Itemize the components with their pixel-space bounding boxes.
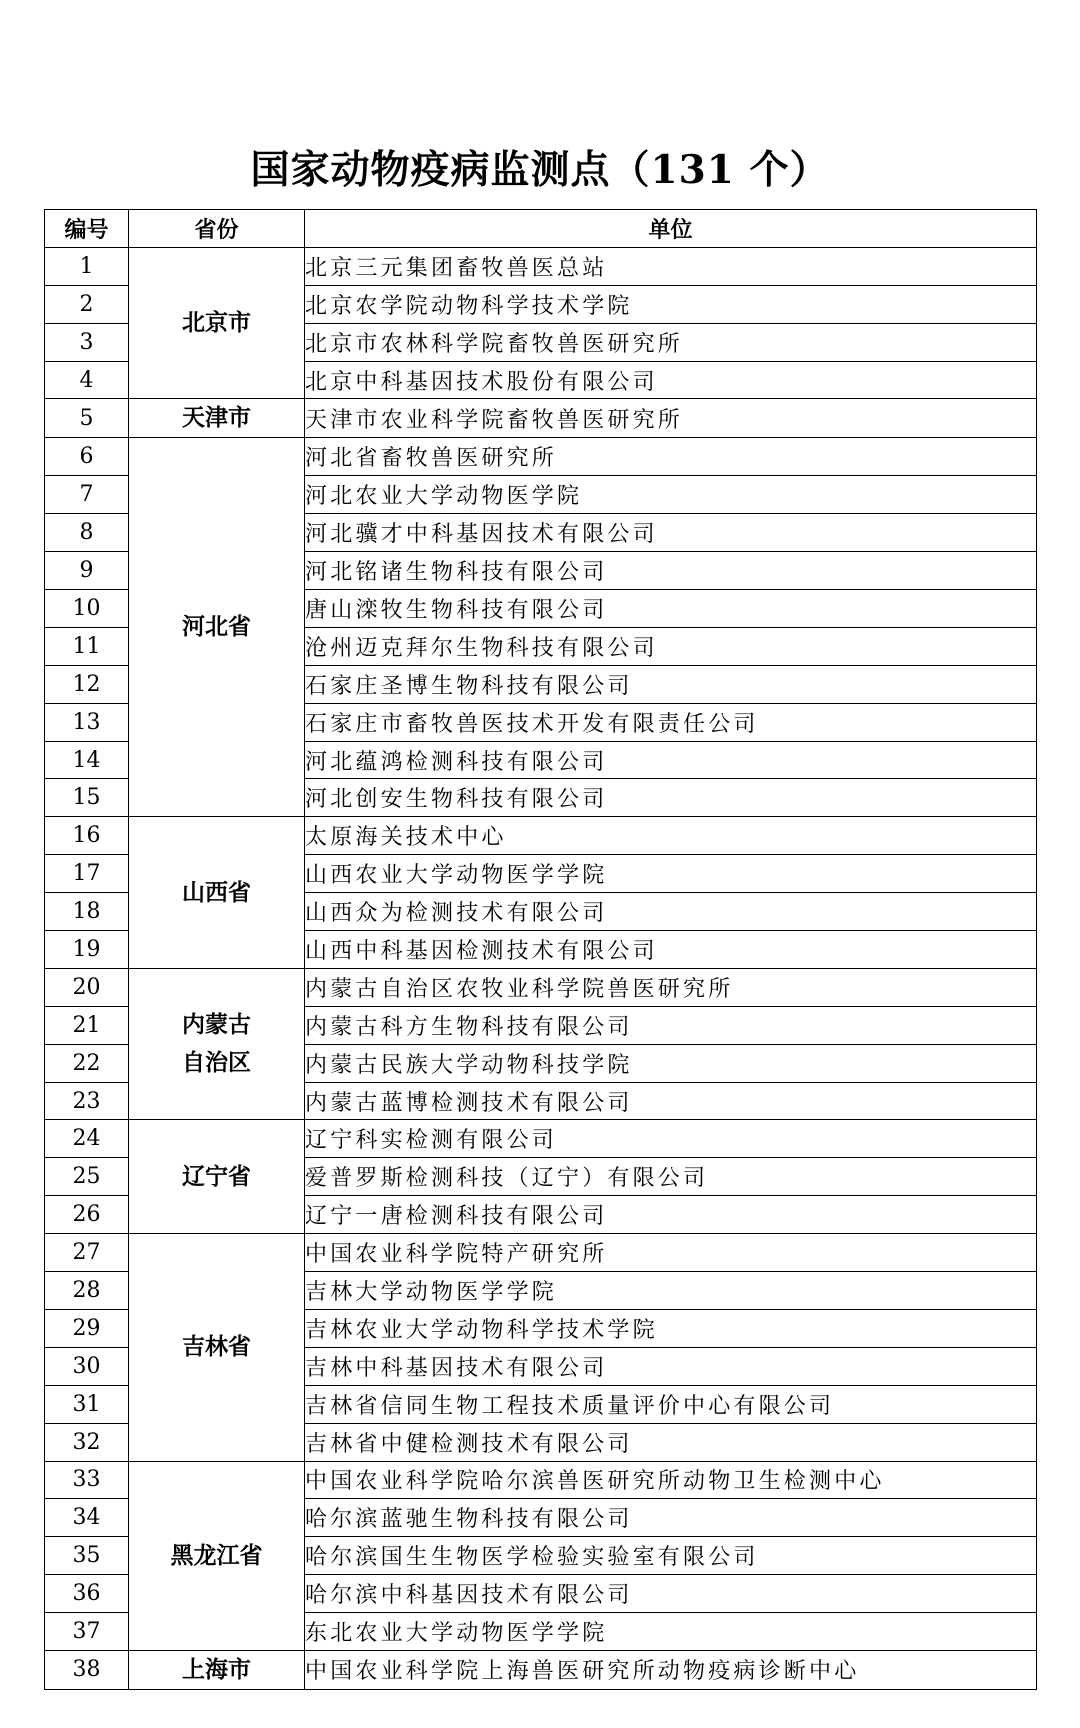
row-number: 23 [45,1082,129,1120]
unit-name: 山西农业大学动物医学学院 [305,855,1037,893]
unit-name: 河北铭诸生物科技有限公司 [305,552,1037,590]
unit-name: 内蒙古民族大学动物科技学院 [305,1044,1037,1082]
unit-name: 辽宁科实检测有限公司 [305,1120,1037,1158]
unit-name: 天津市农业科学院畜牧兽医研究所 [305,399,1037,438]
row-number: 17 [45,855,129,893]
unit-name: 吉林农业大学动物科学技术学院 [305,1309,1037,1347]
unit-name: 哈尔滨国生生物医学检验实验室有限公司 [305,1537,1037,1575]
unit-name: 石家庄圣博生物科技有限公司 [305,665,1037,703]
province-cell: 天津市 [129,399,305,438]
row-number: 18 [45,893,129,931]
row-number: 33 [45,1461,129,1499]
unit-name: 中国农业科学院特产研究所 [305,1234,1037,1272]
unit-name: 吉林省信同生物工程技术质量评价中心有限公司 [305,1385,1037,1423]
row-number: 24 [45,1120,129,1158]
row-number: 25 [45,1158,129,1196]
province-cell: 上海市 [129,1650,305,1689]
unit-name: 河北省畜牧兽医研究所 [305,438,1037,476]
table-row [45,1120,1037,1158]
province-cell: 吉林省 [129,1234,305,1461]
unit-name: 吉林中科基因技术有限公司 [305,1347,1037,1385]
unit-name: 吉林省中健检测技术有限公司 [305,1423,1037,1461]
row-number: 5 [45,399,129,438]
row-number: 19 [45,931,129,969]
row-number: 14 [45,741,129,779]
unit-name: 辽宁一唐检测科技有限公司 [305,1196,1037,1234]
row-number: 2 [45,285,129,323]
unit-name: 爱普罗斯检测科技（辽宁）有限公司 [305,1158,1037,1196]
unit-name: 沧州迈克拜尔生物科技有限公司 [305,627,1037,665]
unit-name: 哈尔滨蓝驰生物科技有限公司 [305,1499,1037,1537]
unit-name: 吉林大学动物医学学院 [305,1272,1037,1310]
table-header-row [45,210,1037,248]
row-number: 29 [45,1309,129,1347]
row-number: 27 [45,1234,129,1272]
column-header-number: 编号 [45,210,129,248]
unit-name: 河北蕴鸿检测科技有限公司 [305,741,1037,779]
unit-name: 唐山滦牧生物科技有限公司 [305,590,1037,628]
row-number: 34 [45,1499,129,1537]
unit-name: 东北农业大学动物医学学院 [305,1613,1037,1651]
province-cell: 黑龙江省 [129,1461,305,1650]
unit-name: 内蒙古蓝博检测技术有限公司 [305,1082,1037,1120]
table-row [45,968,1037,1006]
row-number: 21 [45,1006,129,1044]
province-cell: 山西省 [129,817,305,969]
table-row [45,1650,1037,1689]
row-number: 10 [45,590,129,628]
unit-name: 河北农业大学动物医学院 [305,476,1037,514]
unit-name: 北京三元集团畜牧兽医总站 [305,247,1037,285]
province-cell: 辽宁省 [129,1120,305,1234]
row-number: 3 [45,323,129,361]
row-number: 35 [45,1537,129,1575]
unit-name: 中国农业科学院上海兽医研究所动物疫病诊断中心 [305,1650,1037,1689]
unit-name: 北京中科基因技术股份有限公司 [305,361,1037,399]
row-number: 20 [45,968,129,1006]
unit-name: 河北创安生物科技有限公司 [305,779,1037,817]
row-number: 36 [45,1575,129,1613]
column-header-province: 省份 [129,210,305,248]
table-row [45,1461,1037,1499]
table-row [45,817,1037,855]
row-number: 16 [45,817,129,855]
province-cell: 北京市 [129,247,305,399]
row-number: 8 [45,514,129,552]
unit-name: 内蒙古自治区农牧业科学院兽医研究所 [305,968,1037,1006]
row-number: 9 [45,552,129,590]
unit-name: 中国农业科学院哈尔滨兽医研究所动物卫生检测中心 [305,1461,1037,1499]
unit-name: 北京市农林科学院畜牧兽医研究所 [305,323,1037,361]
unit-name: 内蒙古科方生物科技有限公司 [305,1006,1037,1044]
unit-name: 石家庄市畜牧兽医技术开发有限责任公司 [305,703,1037,741]
table-row [45,399,1037,438]
row-number: 15 [45,779,129,817]
row-number: 28 [45,1272,129,1310]
table-row [45,438,1037,476]
row-number: 37 [45,1613,129,1651]
unit-name: 太原海关技术中心 [305,817,1037,855]
unit-name: 河北骥才中科基因技术有限公司 [305,514,1037,552]
unit-name: 山西众为检测技术有限公司 [305,893,1037,931]
row-number: 32 [45,1423,129,1461]
unit-name: 哈尔滨中科基因技术有限公司 [305,1575,1037,1613]
unit-name: 北京农学院动物科学技术学院 [305,285,1037,323]
column-header-unit: 单位 [305,210,1037,248]
row-number: 6 [45,438,129,476]
row-number: 30 [45,1347,129,1385]
row-number: 38 [45,1650,129,1689]
monitoring-sites-table [44,209,1037,1690]
row-number: 31 [45,1385,129,1423]
province-cell: 河北省 [129,438,305,817]
row-number: 4 [45,361,129,399]
page-title: 国家动物疫病监测点（131 个） [250,147,830,193]
table-row [45,1234,1037,1272]
row-number: 11 [45,627,129,665]
table-row [45,247,1037,285]
row-number: 26 [45,1196,129,1234]
table-body [45,247,1037,1689]
row-number: 13 [45,703,129,741]
province-cell: 内蒙古 自治区 [129,968,305,1120]
row-number: 22 [45,1044,129,1082]
row-number: 1 [45,247,129,285]
unit-name: 山西中科基因检测技术有限公司 [305,931,1037,969]
row-number: 12 [45,665,129,703]
row-number: 7 [45,476,129,514]
